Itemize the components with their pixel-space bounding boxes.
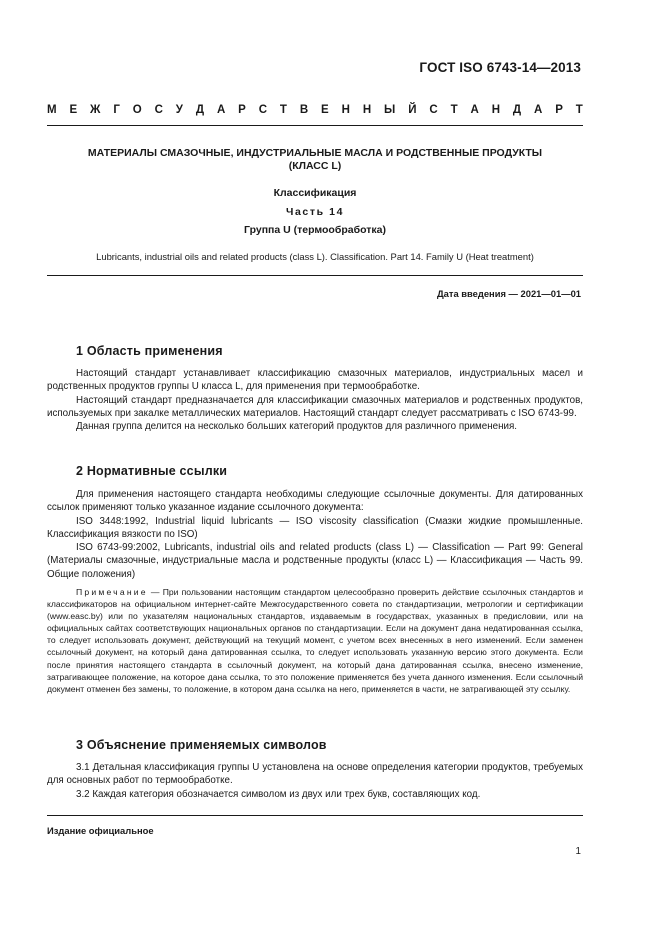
english-title: Lubricants, industrial oils and related products (class L). Classification. Part 14. Family U (Heat treatment)	[96, 251, 534, 262]
section-3-paragraph-1: 3.1 Детальная классификация группы U установлена на основе определения категории продуктов, требуемых для основных работ по термообработке.	[47, 762, 583, 787]
section-2-heading: 2 Нормативные ссылки	[76, 464, 228, 478]
section-2-body	[47, 488, 583, 581]
section-3-paragraph-2: 3.2 Каждая категория обозначается символом из двух или трех букв, составляющих код.	[76, 788, 481, 800]
footer-rule	[47, 815, 583, 816]
introduction-date: Дата введения — 2021—01—01	[436, 288, 581, 299]
group-label: Группа U (термообработка)	[244, 224, 386, 236]
section-1-paragraph-2: Настоящий стандарт предназначается для классификации смазочных материалов и родственных продуктов, используемых при закалке металлических материалов. Настоящий стандарт следует рассматривать с ISO 6743-99.	[47, 394, 583, 419]
note-text: — При пользовании настоящим стандартом целесообразно проверить действие ссылочных стандартов и классификаторов на официальном интернет-сайте Межгосударственного совета по стандартизации, метрологии и сертификации (www.easc.by) или по указателям национальных стандартов, издаваемым в государствах, указанных в предисловии, или на официальных сайтах соответствующих национальных органов по стандартизации. Если на документ дана недатированная ссылка, то следует использовать документ, действующий на текущий момент, с учетом всех внесенных в него изменений. Если заменен ссылочный документ, на который дана датированная ссылка, то следует использовать указанную версию этого документа. Если после принятия настоящего стандарта в ссылочный документ, на который дана датированная ссылка, внесено изменение, затрагивающее положение, на которое дана ссылка, то это положение применяется без учета данного изменения. Если ссылочный документ отменен без замены, то положение, в котором дана ссылка на него, применяется в части, не затрагивающей эту ссылку.	[47, 587, 583, 694]
page-number: 1	[575, 846, 581, 857]
section-1-paragraph-3: Данная группа делится на несколько больших категорий продуктов для различного применения.	[76, 421, 517, 433]
document-title	[47, 147, 583, 173]
standard-code: ГОСТ ISO 6743-14—2013	[419, 60, 581, 75]
header-rule-top	[47, 125, 583, 126]
title-line-2: (КЛАСС L)	[288, 160, 342, 172]
section-3-body	[47, 761, 583, 801]
section-2-note	[47, 586, 583, 695]
part-label: Часть 14	[285, 206, 345, 218]
section-1-heading: 1 Область применения	[76, 344, 223, 358]
section-1-paragraph-1: Настоящий стандарт устанавливает классификацию смазочных материалов, индустриальных масел и родственных продуктов группы U класса L, для применения при термообработке.	[47, 368, 583, 393]
section-3-heading: 3 Объяснение применяемых символов	[76, 738, 327, 752]
interstate-standard-heading: М Е Ж Г О С У Д А Р С Т В Е Н Н Ы Й С Т А Н Д А Р Т	[47, 104, 583, 116]
classification-label: Классификация	[273, 187, 357, 199]
official-edition-label: Издание официальное	[47, 825, 154, 836]
section-1-body	[47, 367, 583, 433]
title-line-1: МАТЕРИАЛЫ СМАЗОЧНЫЕ, ИНДУСТРИАЛЬНЫЕ МАСЛА И РОДСТВЕННЫЕ ПРОДУКТЫ	[87, 147, 543, 159]
section-2-paragraph-1: Для применения настоящего стандарта необходимы следующие ссылочные документы. Для датированных ссылок применяют только указанное издание ссылочного документа:	[47, 489, 583, 514]
title-rule-bottom	[47, 275, 583, 276]
reference-iso-3448: ISO 3448:1992, Industrial liquid lubricants — ISO viscosity classification (Смазки жидкие промышленные. Классификация вязкости по ISO)	[47, 515, 583, 540]
note-label: Примечание	[76, 587, 148, 597]
reference-iso-6743-99: ISO 6743-99:2002, Lubricants, industrial oils and related products (class L) — Classification — Part 99: General (Материалы смазочные, индустриальные масла и родственные продукты (класс L) — Классификация — Часть 99. Общие положения)	[47, 542, 583, 580]
